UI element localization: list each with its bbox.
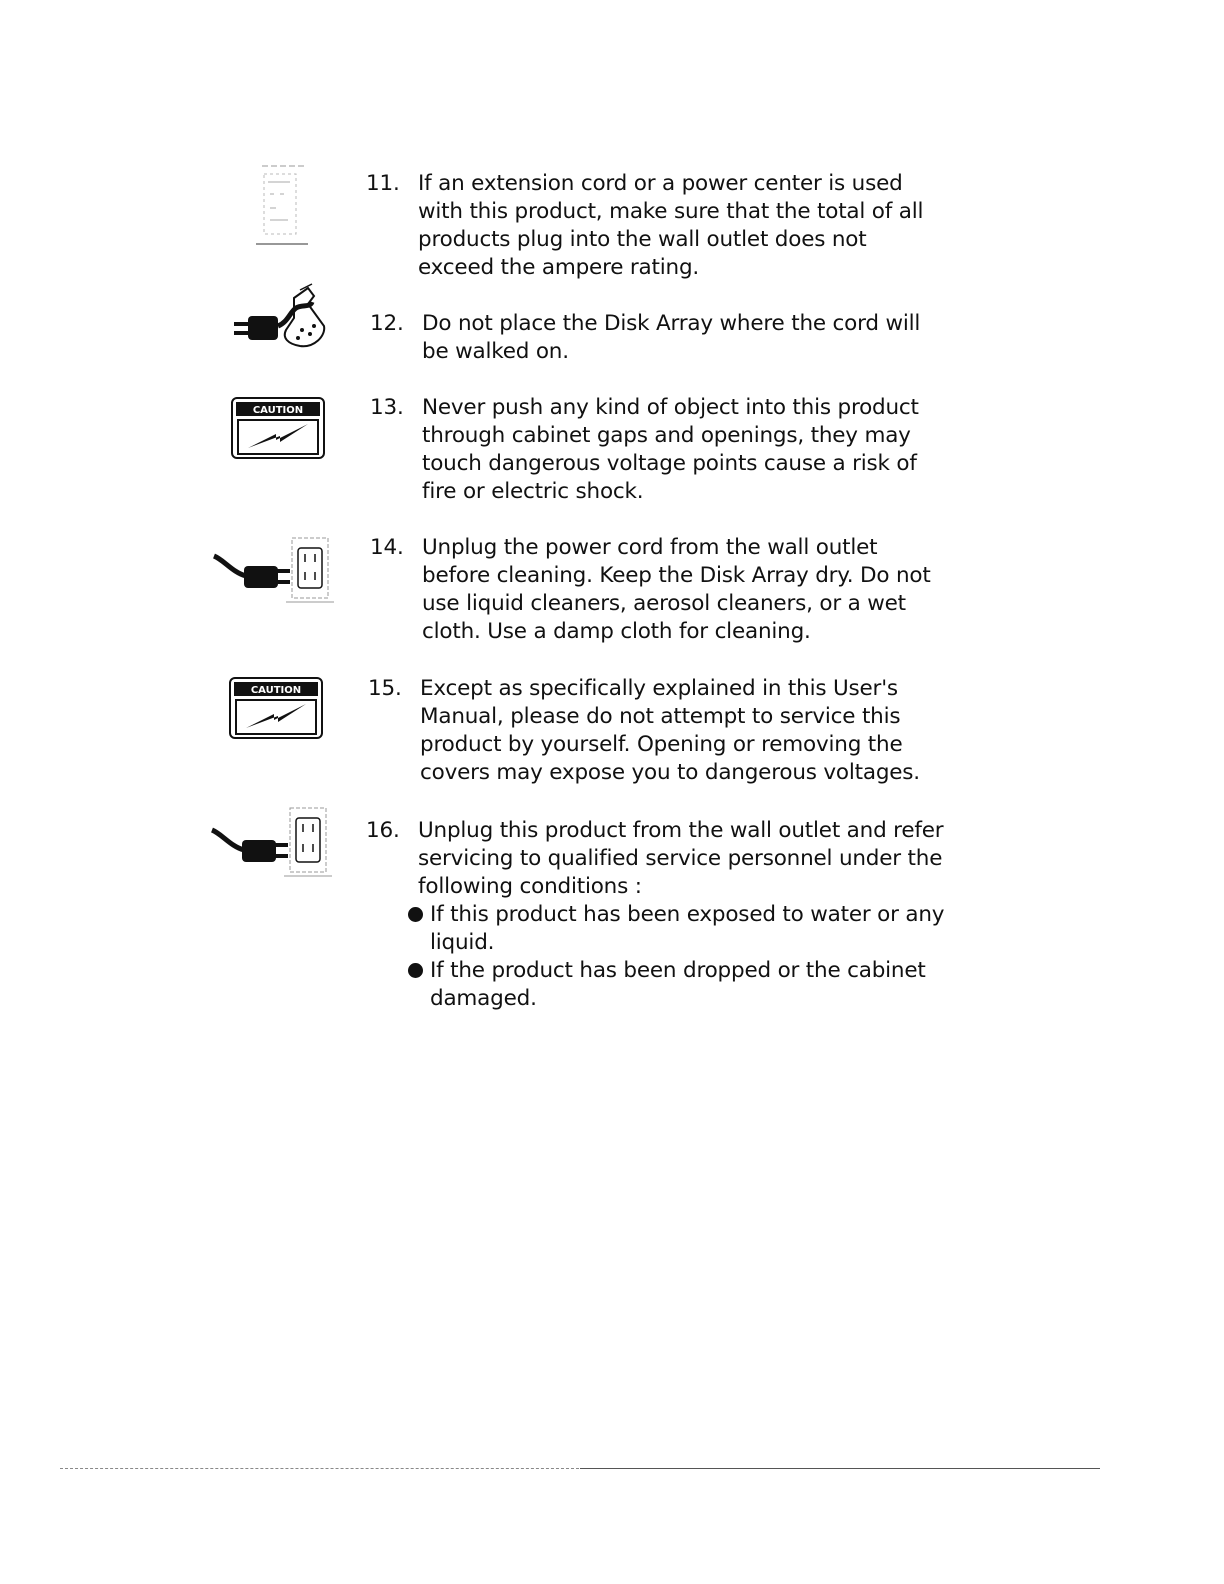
- unplug-outlet-icon: [208, 804, 334, 880]
- power-strip-icon: [252, 160, 312, 250]
- instruction-item-12: [370, 310, 950, 366]
- footer-divider-solid: [580, 1468, 1100, 1469]
- item-text: Do not place the Disk Array where the cord will be walked on.: [422, 311, 921, 364]
- condition-list: [408, 901, 946, 1013]
- bullet-dot-icon: [408, 963, 423, 978]
- instruction-item-16: [366, 817, 946, 1013]
- caution-label: CAUTION: [252, 405, 304, 416]
- item-number: 12.: [370, 311, 404, 336]
- item-number: 16.: [366, 818, 400, 843]
- item-number: 11.: [366, 171, 400, 196]
- instruction-item-15: [368, 675, 948, 787]
- caution-shock-icon: [228, 676, 324, 742]
- item-text: Unplug this product from the wall outlet and refer servicing to qualified service personnel under the following conditions :: [418, 818, 944, 899]
- instruction-item-14: [370, 534, 950, 646]
- caution-label: CAUTION: [250, 685, 302, 696]
- caution-shock-icon: [230, 396, 326, 462]
- item-number: 13.: [370, 395, 404, 420]
- item-text: Never push any kind of object into this product through cabinet gaps and openings, they may touch dangerous voltage points cause a risk of fire or electric shock.: [422, 395, 919, 504]
- item-text: If an extension cord or a power center is used with this product, make sure that the total of all products plug into the wall outlet does not exceed the ampere rating.: [418, 171, 924, 280]
- item-number: 14.: [370, 535, 404, 560]
- item-number: 15.: [368, 676, 402, 701]
- instruction-item-11: [366, 170, 946, 282]
- item-text: Except as specifically explained in this User's Manual, please do not attempt to service this product by yourself. Opening or removing the covers may expose you to dangerous voltages.: [420, 676, 920, 785]
- bullet-text: If this product has been exposed to water or any liquid.: [430, 902, 945, 955]
- cord-stepped-on-icon: [228, 282, 338, 354]
- bullet-dot-icon: [408, 907, 423, 922]
- list-item: [408, 957, 946, 1013]
- bullet-text: If the product has been dropped or the cabinet damaged.: [430, 958, 926, 1011]
- unplug-outlet-icon: [210, 530, 336, 606]
- list-item: [408, 901, 946, 957]
- instruction-item-13: [370, 394, 950, 506]
- item-text: Unplug the power cord from the wall outlet before cleaning. Keep the Disk Array dry. Do not use liquid cleaners, aerosol cleaners, or a wet cloth. Use a damp cloth for cleaning.: [422, 535, 931, 644]
